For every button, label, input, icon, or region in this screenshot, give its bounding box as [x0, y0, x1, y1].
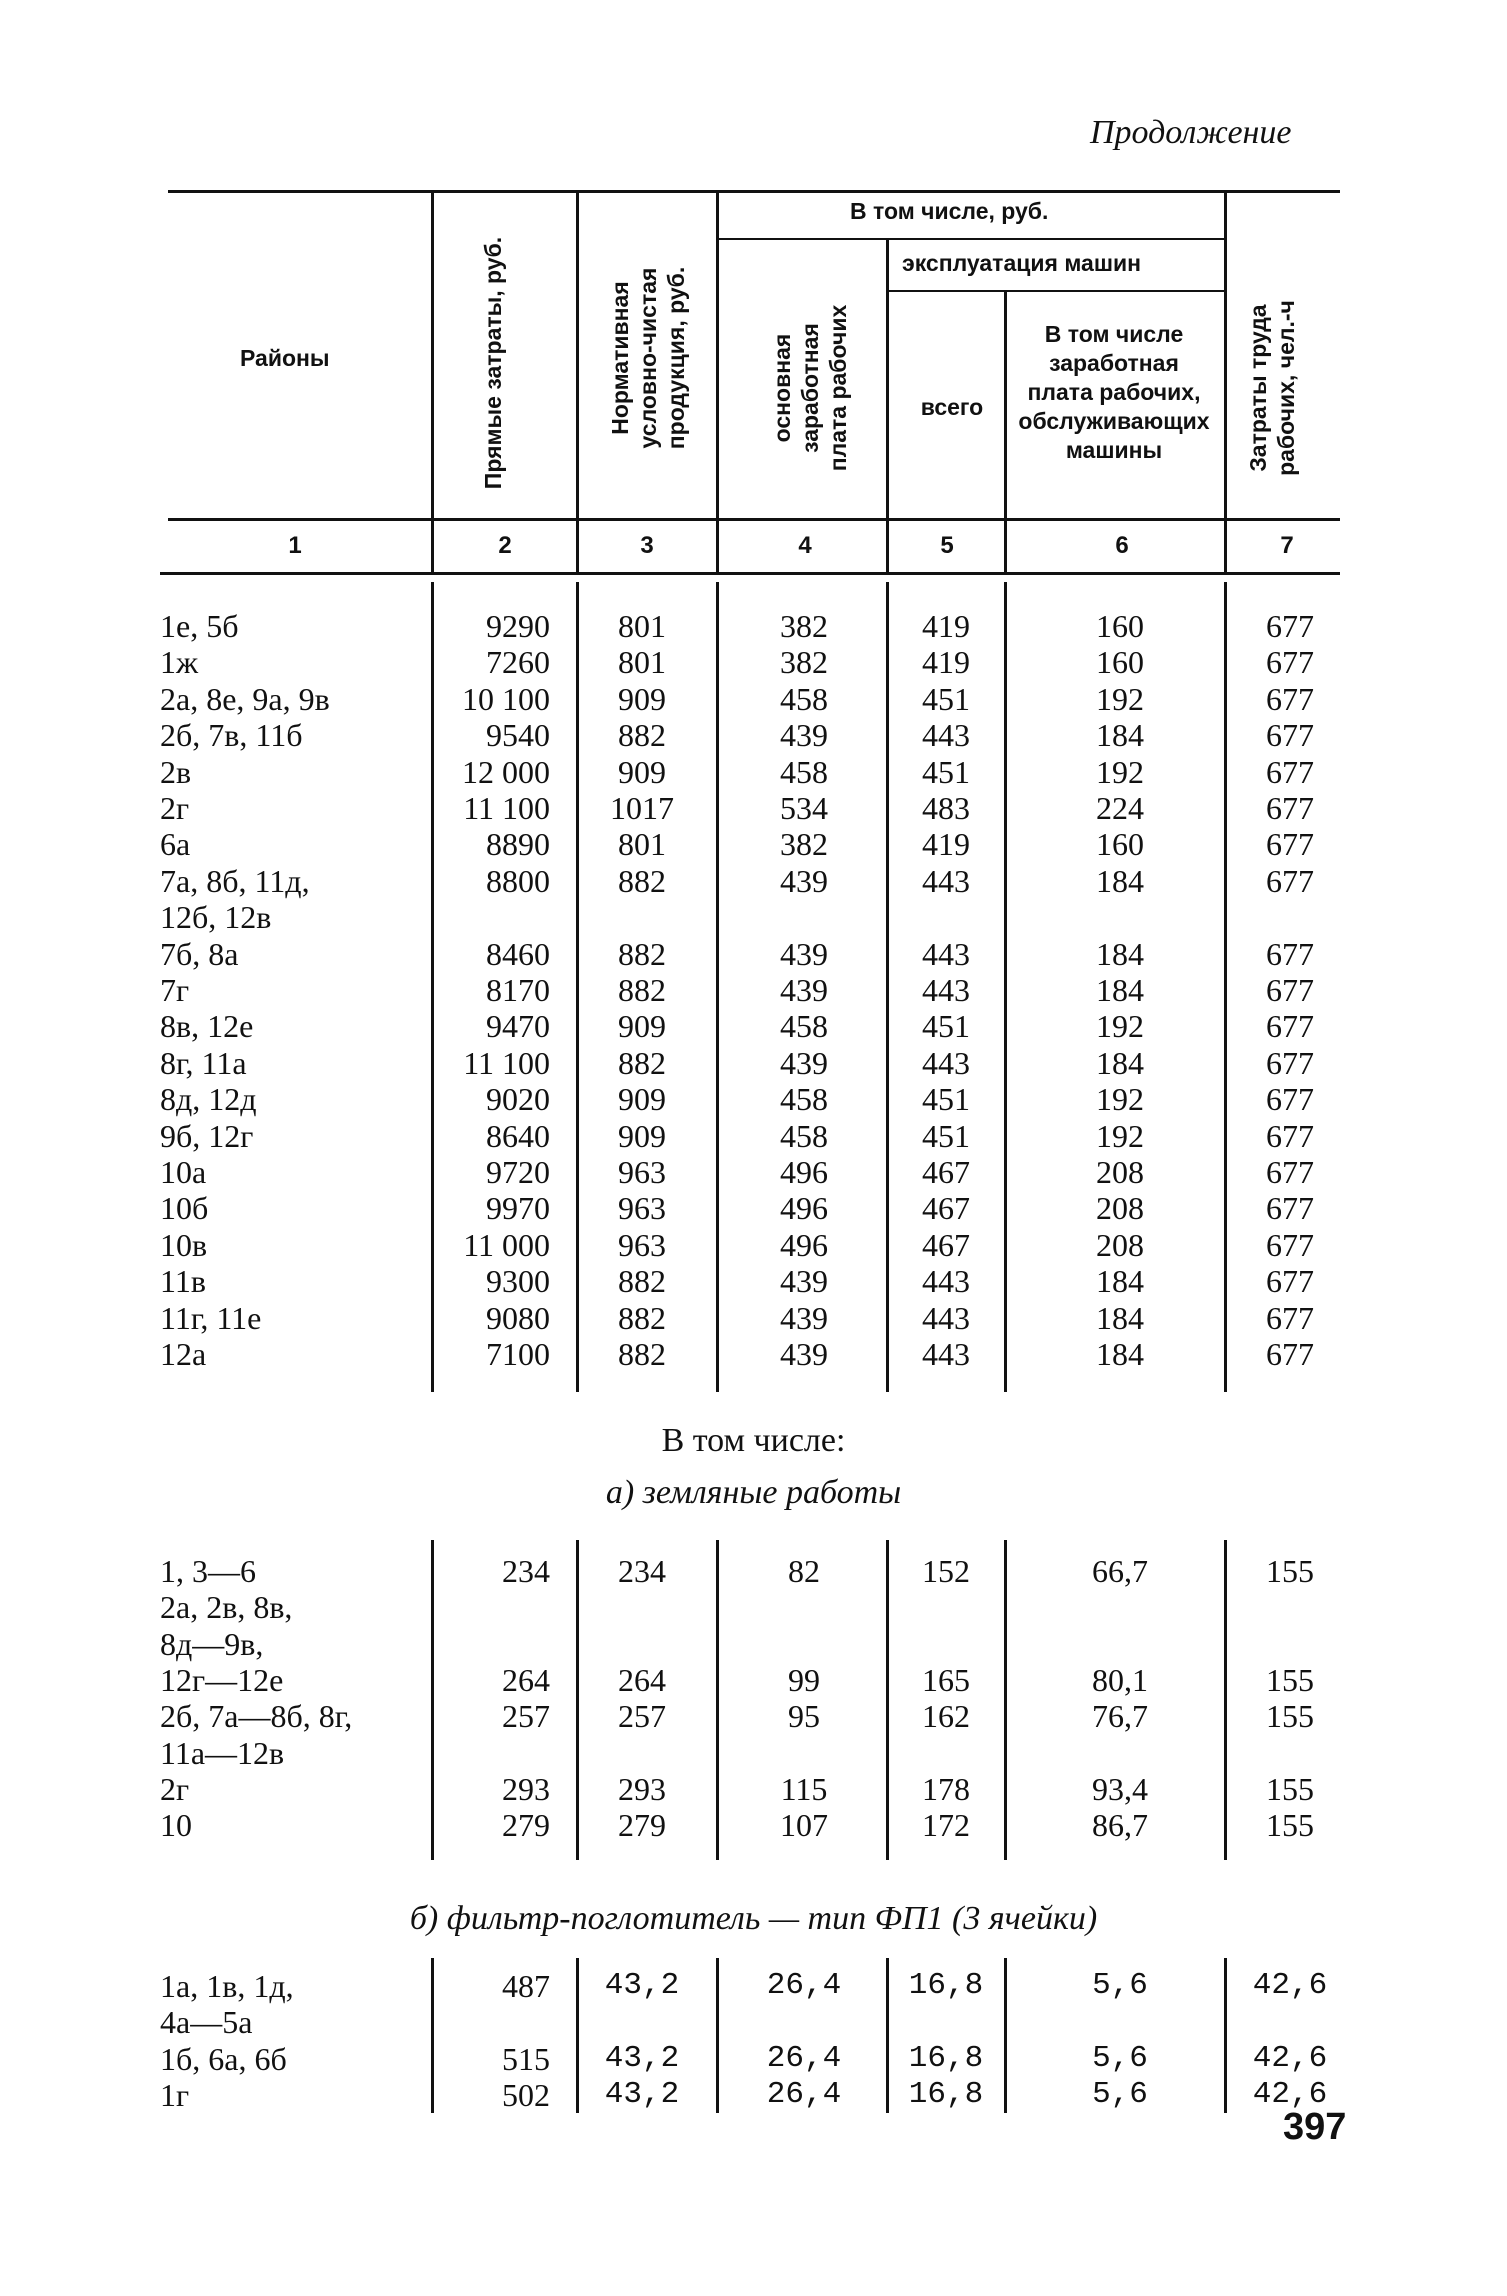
value-cell: 43,2	[604, 1968, 680, 2003]
value-cell: 279	[618, 1807, 666, 1844]
value-cell: 43,2	[604, 2076, 680, 2112]
district-cell: 2в	[160, 753, 192, 790]
table-row	[0, 1045, 1507, 1081]
value-cell: 11 000	[463, 1226, 550, 1263]
value-cell: 677	[1266, 753, 1314, 790]
value-cell: 882	[618, 972, 666, 1008]
value-cell: 458	[780, 753, 828, 790]
value-cell: 882	[618, 1336, 666, 1372]
value-cell: 801	[618, 608, 666, 644]
district-cell: 7г	[160, 972, 190, 1008]
value-cell: 502	[502, 2076, 550, 2113]
group-rule	[718, 238, 1224, 240]
district-cell: 6а	[160, 826, 191, 863]
value-cell: 677	[1266, 1336, 1314, 1372]
header-machine-operation: эксплуатация машин	[902, 250, 1142, 276]
district-cell: 2б, 7в, 11б	[160, 717, 303, 754]
table-row	[0, 717, 1507, 753]
value-cell: 677	[1266, 1299, 1314, 1336]
value-cell: 257	[502, 1698, 550, 1735]
value-cell: 496	[780, 1154, 828, 1190]
value-cell: 42,6	[1252, 2076, 1328, 2112]
value-cell: 439	[780, 972, 828, 1008]
value-cell: 882	[618, 935, 666, 972]
table-row	[0, 1553, 1507, 1589]
value-cell: 184	[1096, 972, 1144, 1008]
district-cell: 7б, 8а	[160, 935, 239, 972]
table-row	[0, 1626, 1507, 1662]
header-divider	[716, 190, 719, 572]
value-cell: 8890	[486, 826, 550, 863]
value-cell: 443	[922, 862, 970, 899]
page-number: 397	[1283, 2106, 1347, 2148]
table-row	[0, 972, 1507, 1008]
table-row	[0, 1662, 1507, 1698]
value-cell: 172	[922, 1807, 970, 1844]
table-row	[0, 790, 1507, 826]
value-cell: 677	[1266, 644, 1314, 681]
value-cell: 66,7	[1092, 1553, 1148, 1589]
table-row	[0, 2004, 1507, 2040]
value-cell: 909	[618, 680, 666, 717]
value-cell: 155	[1266, 1770, 1314, 1807]
value-cell: 16,8	[908, 1968, 984, 2003]
header-total: всего	[920, 394, 984, 420]
table-row	[0, 2077, 1507, 2113]
value-cell: 483	[922, 790, 970, 826]
value-cell: 467	[922, 1226, 970, 1263]
continuation-label: Продолжение	[1090, 114, 1292, 151]
value-cell: 9970	[486, 1190, 550, 1227]
table-row	[0, 644, 1507, 680]
value-cell: 419	[922, 644, 970, 681]
value-cell: 26,4	[766, 2040, 842, 2076]
value-cell: 677	[1266, 1044, 1314, 1081]
value-cell: 224	[1096, 790, 1144, 826]
district-cell: 1г	[160, 2076, 190, 2113]
value-cell: 439	[780, 1044, 828, 1081]
value-cell: 677	[1266, 972, 1314, 1008]
district-cell: 12б, 12в	[160, 899, 272, 936]
value-cell: 439	[780, 935, 828, 972]
value-cell: 5,6	[1092, 2076, 1148, 2112]
value-cell: 152	[922, 1553, 970, 1589]
value-cell: 677	[1266, 826, 1314, 863]
value-cell: 26,4	[766, 2076, 842, 2112]
value-cell: 264	[618, 1661, 666, 1698]
value-cell: 882	[618, 1299, 666, 1336]
value-cell: 162	[922, 1698, 970, 1735]
value-cell: 165	[922, 1661, 970, 1698]
district-cell: 2а, 8е, 9а, 9в	[160, 680, 330, 717]
district-cell: 11а—12в	[160, 1734, 285, 1771]
value-cell: 155	[1266, 1698, 1314, 1735]
value-cell: 208	[1096, 1226, 1144, 1263]
value-cell: 279	[502, 1807, 550, 1844]
table-row	[0, 936, 1507, 972]
value-cell: 8170	[486, 972, 550, 1008]
section-b-title: б) фильтр-поглотитель — тип ФП1 (3 ячейки)	[409, 1900, 1098, 1937]
header-divider	[576, 190, 579, 572]
district-cell: 12г—12е	[160, 1661, 284, 1698]
value-cell: 82	[788, 1553, 820, 1589]
value-cell: 155	[1266, 1553, 1314, 1589]
value-cell: 184	[1096, 1336, 1144, 1372]
numbers-bottom-rule	[160, 572, 1340, 575]
table-row	[0, 863, 1507, 899]
header-operator-wages: В том числе заработная плата рабочих, обслуживающих машины	[1018, 321, 1210, 463]
value-cell: 184	[1096, 1044, 1144, 1081]
value-cell: 909	[618, 1081, 666, 1118]
header-districts: Районы	[240, 345, 330, 371]
column-number: 4	[798, 532, 812, 559]
header-normative-product-text: Нормативная условно-чистая продукция, руб.	[607, 266, 689, 450]
value-cell: 99	[788, 1661, 820, 1698]
value-cell: 677	[1266, 608, 1314, 644]
value-cell: 184	[1096, 935, 1144, 972]
column-number: 1	[288, 532, 302, 559]
value-cell: 443	[922, 1336, 970, 1372]
value-cell: 9020	[486, 1081, 550, 1118]
value-cell: 184	[1096, 1263, 1144, 1300]
district-cell: 10в	[160, 1226, 208, 1263]
table-row	[0, 1118, 1507, 1154]
value-cell: 160	[1096, 608, 1144, 644]
value-cell: 677	[1266, 790, 1314, 826]
value-cell: 5,6	[1092, 1968, 1148, 2003]
value-cell: 12 000	[462, 753, 550, 790]
value-cell: 11 100	[463, 790, 550, 826]
table-row	[0, 1735, 1507, 1771]
value-cell: 234	[502, 1553, 550, 1589]
value-cell: 8460	[486, 935, 550, 972]
value-cell: 9300	[486, 1263, 550, 1300]
value-cell: 95	[788, 1698, 820, 1735]
value-cell: 496	[780, 1226, 828, 1263]
value-cell: 443	[922, 1263, 970, 1300]
district-cell: 2г	[160, 1770, 190, 1807]
value-cell: 458	[780, 1081, 828, 1118]
value-cell: 443	[922, 1044, 970, 1081]
value-cell: 451	[922, 1008, 970, 1045]
top-rule	[168, 190, 1340, 193]
value-cell: 458	[780, 1117, 828, 1154]
district-cell: 7а, 8б, 11д,	[160, 862, 310, 899]
value-cell: 42,6	[1252, 1968, 1328, 2003]
value-cell: 9540	[486, 717, 550, 754]
table-row	[0, 1154, 1507, 1190]
value-cell: 439	[780, 717, 828, 754]
value-cell: 178	[922, 1770, 970, 1807]
table-row	[0, 1336, 1507, 1372]
value-cell: 10 100	[462, 680, 550, 717]
value-cell: 677	[1266, 1154, 1314, 1190]
table-row	[0, 681, 1507, 717]
value-cell: 458	[780, 1008, 828, 1045]
header-bottom-rule	[168, 518, 1340, 521]
value-cell: 86,7	[1092, 1807, 1148, 1844]
value-cell: 16,8	[908, 2040, 984, 2076]
value-cell: 467	[922, 1190, 970, 1227]
value-cell: 192	[1096, 680, 1144, 717]
value-cell: 42,6	[1252, 2040, 1328, 2076]
value-cell: 155	[1266, 1807, 1314, 1844]
value-cell: 9470	[486, 1008, 550, 1045]
district-cell: 4а—5а	[160, 2004, 253, 2041]
header-base-wages	[768, 268, 852, 508]
header-divider	[1224, 190, 1227, 572]
header-divider	[886, 240, 889, 572]
header-base-wages-text: основная заработная плата рабочих	[769, 304, 851, 472]
value-cell: 677	[1266, 1263, 1314, 1300]
value-cell: 184	[1096, 717, 1144, 754]
value-cell: 257	[618, 1698, 666, 1735]
value-cell: 1017	[610, 790, 674, 826]
value-cell: 7100	[486, 1336, 550, 1372]
value-cell: 439	[780, 1336, 828, 1372]
table-row	[0, 1698, 1507, 1734]
table-row	[0, 2041, 1507, 2077]
table-row	[0, 1190, 1507, 1226]
value-cell: 9080	[486, 1299, 550, 1336]
header-normative-product	[606, 208, 690, 508]
value-cell: 443	[922, 972, 970, 1008]
value-cell: 107	[780, 1807, 828, 1844]
value-cell: 208	[1096, 1190, 1144, 1227]
value-cell: 677	[1266, 680, 1314, 717]
header-divider	[431, 190, 434, 572]
value-cell: 264	[502, 1661, 550, 1698]
header-labor-costs-text: Затраты труда рабочих, чел.-ч	[1245, 300, 1299, 476]
value-cell: 515	[502, 2040, 550, 2077]
table-row	[0, 1300, 1507, 1336]
value-cell: 451	[922, 1081, 970, 1118]
value-cell: 8640	[486, 1117, 550, 1154]
value-cell: 963	[618, 1154, 666, 1190]
value-cell: 26,4	[766, 1968, 842, 2003]
district-cell: 1е, 5б	[160, 608, 239, 644]
district-cell: 11в	[160, 1263, 206, 1300]
value-cell: 451	[922, 1117, 970, 1154]
value-cell: 909	[618, 1117, 666, 1154]
district-cell: 8д, 12д	[160, 1081, 257, 1118]
value-cell: 677	[1266, 1117, 1314, 1154]
table-row	[0, 608, 1507, 644]
value-cell: 677	[1266, 1190, 1314, 1227]
value-cell: 382	[780, 644, 828, 681]
value-cell: 115	[780, 1770, 828, 1807]
value-cell: 487	[502, 1968, 550, 2004]
value-cell: 16,8	[908, 2076, 984, 2112]
table-row	[0, 1227, 1507, 1263]
value-cell: 8800	[486, 862, 550, 899]
value-cell: 677	[1266, 1081, 1314, 1118]
district-cell: 8г, 11а	[160, 1044, 247, 1081]
value-cell: 80,1	[1092, 1661, 1148, 1698]
value-cell: 293	[502, 1770, 550, 1807]
value-cell: 909	[618, 1008, 666, 1045]
value-cell: 443	[922, 717, 970, 754]
value-cell: 909	[618, 753, 666, 790]
value-cell: 451	[922, 680, 970, 717]
district-cell: 10б	[160, 1190, 209, 1227]
value-cell: 382	[780, 608, 828, 644]
district-cell: 10а	[160, 1154, 207, 1190]
value-cell: 11 100	[463, 1044, 550, 1081]
district-cell: 2а, 2в, 8в,	[160, 1589, 293, 1626]
value-cell: 160	[1096, 644, 1144, 681]
value-cell: 439	[780, 862, 828, 899]
table-row	[0, 899, 1507, 935]
value-cell: 5,6	[1092, 2040, 1148, 2076]
column-number: 2	[498, 532, 512, 559]
value-cell: 882	[618, 1263, 666, 1300]
value-cell: 677	[1266, 1008, 1314, 1045]
district-cell: 9б, 12г	[160, 1117, 254, 1154]
value-cell: 7260	[486, 644, 550, 681]
value-cell: 419	[922, 826, 970, 863]
district-cell: 2б, 7а—8б, 8г,	[160, 1698, 353, 1735]
including-label: В том числе:	[661, 1422, 846, 1459]
value-cell: 443	[922, 1299, 970, 1336]
column-number: 3	[640, 532, 654, 559]
value-cell: 293	[618, 1770, 666, 1807]
value-cell: 443	[922, 935, 970, 972]
value-cell: 234	[618, 1553, 666, 1589]
value-cell: 208	[1096, 1154, 1144, 1190]
table-row	[0, 1008, 1507, 1044]
table-row	[0, 1589, 1507, 1625]
value-cell: 184	[1096, 862, 1144, 899]
value-cell: 677	[1266, 1226, 1314, 1263]
value-cell: 439	[780, 1299, 828, 1336]
district-cell: 1ж	[160, 644, 199, 681]
value-cell: 192	[1096, 1008, 1144, 1045]
section-a-title: а) земляные работы	[605, 1474, 902, 1511]
district-cell: 10	[160, 1807, 192, 1844]
column-number: 5	[940, 532, 954, 559]
column-number: 7	[1280, 532, 1294, 559]
subgroup-rule	[888, 290, 1224, 292]
header-group: В том числе, руб.	[850, 198, 1049, 224]
value-cell: 93,4	[1092, 1770, 1148, 1807]
value-cell: 677	[1266, 862, 1314, 899]
value-cell: 192	[1096, 1081, 1144, 1118]
value-cell: 382	[780, 826, 828, 863]
district-cell: 2г	[160, 790, 190, 826]
district-cell: 8д—9в,	[160, 1625, 264, 1662]
value-cell: 882	[618, 717, 666, 754]
value-cell: 801	[618, 644, 666, 681]
value-cell: 184	[1096, 1299, 1144, 1336]
value-cell: 451	[922, 753, 970, 790]
value-cell: 9720	[486, 1154, 550, 1190]
value-cell: 963	[618, 1226, 666, 1263]
value-cell: 76,7	[1092, 1698, 1148, 1735]
district-cell: 1а, 1в, 1д,	[160, 1968, 294, 2004]
header-labor-costs	[1244, 268, 1300, 508]
table-row	[0, 1081, 1507, 1117]
table-row	[0, 1968, 1507, 2004]
value-cell: 43,2	[604, 2040, 680, 2076]
table-row	[0, 826, 1507, 862]
value-cell: 419	[922, 608, 970, 644]
value-cell: 801	[618, 826, 666, 863]
value-cell: 192	[1096, 1117, 1144, 1154]
value-cell: 155	[1266, 1661, 1314, 1698]
column-number: 6	[1115, 532, 1129, 559]
district-cell: 1, 3—6	[160, 1553, 256, 1589]
value-cell: 192	[1096, 753, 1144, 790]
district-cell: 12а	[160, 1336, 207, 1372]
header-divider	[1004, 292, 1007, 572]
value-cell: 882	[618, 862, 666, 899]
value-cell: 963	[618, 1190, 666, 1227]
value-cell: 160	[1096, 826, 1144, 863]
value-cell: 467	[922, 1154, 970, 1190]
district-cell: 11г, 11е	[160, 1299, 262, 1336]
district-cell: 8в, 12е	[160, 1008, 254, 1045]
table-row	[0, 1771, 1507, 1807]
value-cell: 534	[780, 790, 828, 826]
value-cell: 439	[780, 1263, 828, 1300]
value-cell: 677	[1266, 717, 1314, 754]
table-row	[0, 754, 1507, 790]
value-cell: 458	[780, 680, 828, 717]
table-row	[0, 1807, 1507, 1843]
header-direct-costs: Прямые затраты, руб.	[480, 236, 506, 490]
district-cell: 1б, 6а, 6б	[160, 2040, 287, 2077]
value-cell: 882	[618, 1044, 666, 1081]
value-cell: 9290	[486, 608, 550, 644]
value-cell: 496	[780, 1190, 828, 1227]
value-cell: 677	[1266, 935, 1314, 972]
table-row	[0, 1263, 1507, 1299]
